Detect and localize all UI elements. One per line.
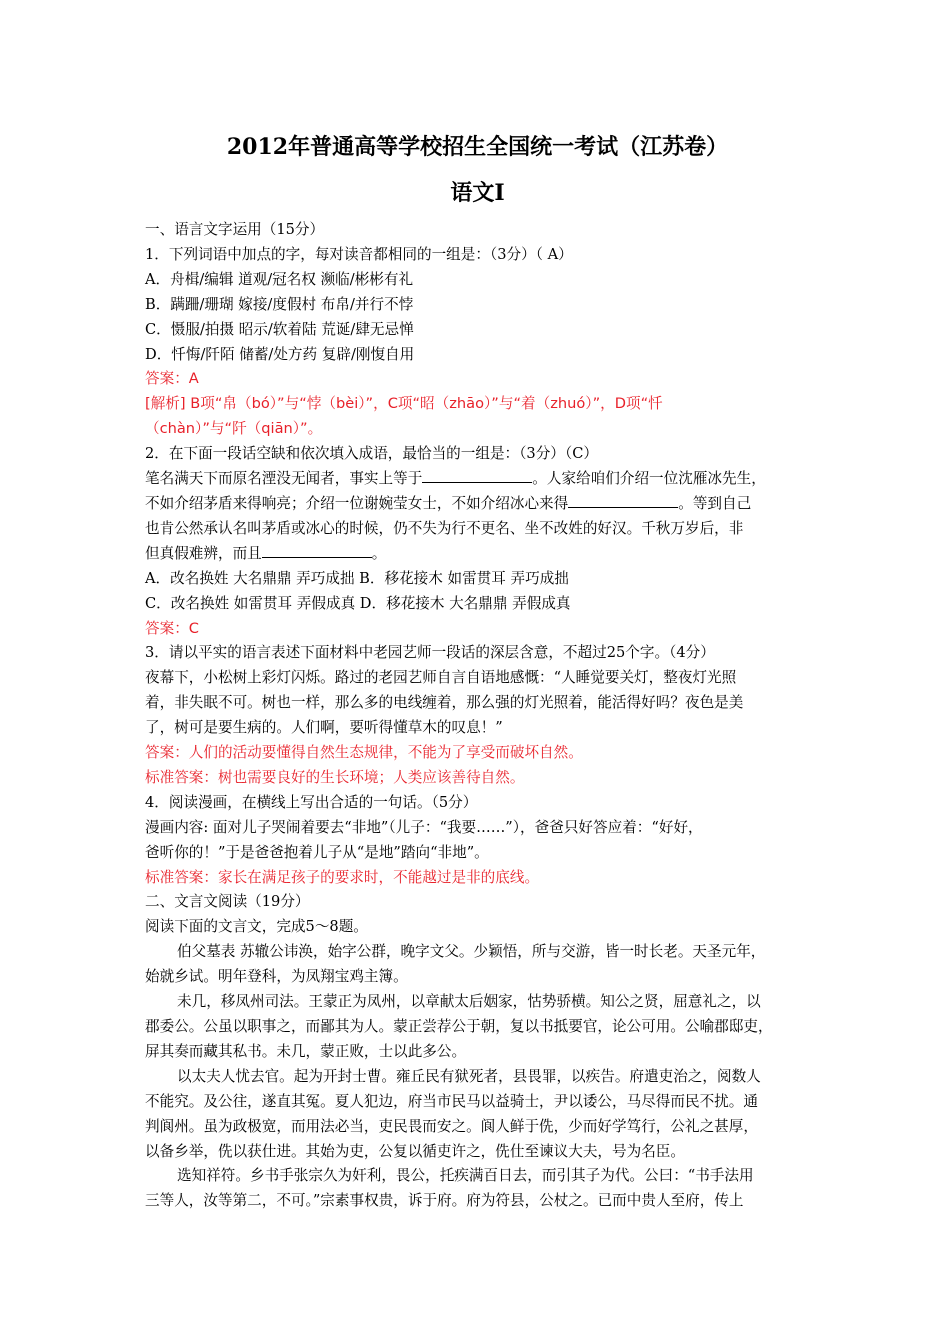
q4-standard-answer: 标准答案：家长在满足孩子的要求时，不能越过是非的底线。 xyxy=(145,868,540,886)
q2-options-line2: C．改名换姓 如雷贯耳 弄假成真 D．移花接木 大名鼎鼎 弄假成真 xyxy=(145,594,571,612)
section2-heading: 二、文言文阅读（19分） xyxy=(145,893,310,911)
q3-answer: 答案：人们的活动要懂得自然生态规律，不能为了享受而破坏自然。 xyxy=(145,744,583,762)
q4-stem: 4．阅读漫画，在横线上写出合适的一句话。（5分） xyxy=(145,793,478,811)
q4-passage-line1: 漫画内容: 面对儿子哭闹着要去“非地”（儿子：“我要……”），爸爸只好答应着：“好好， xyxy=(145,818,703,836)
classical-para3-line4: 以备乡举，侁以获仕进。其始为吏，公复以循吏许之，侁仕至谏议大夫，号为名臣。 xyxy=(145,1142,685,1160)
classical-para3-line1: 以太夫人忧去官。起为开封士曹。雍丘民有狱死者，县畏罪，以疾告。府遣吏治之，阅数人 xyxy=(177,1067,761,1085)
classical-para4-line1: 选知祥符。乡书手张宗久为奸利，畏公，托疾满百日去，而引其子为代。公曰：“书手法用 xyxy=(177,1167,754,1185)
q1-option-d: D．忏悔/阡陌 储蓄/处方药 复辟/刚愎自用 xyxy=(145,345,415,363)
classical-para2-line2: 郡委公。公虽以职事之，而鄙其为人。蒙正尝荐公于朝，复以书抵要官，论公可用。公喻郡邸吏， xyxy=(145,1018,773,1035)
q2-options-line1: A．改名换姓 大名鼎鼎 弄巧成拙 B．移花接木 如雷贯耳 弄巧成拙 xyxy=(145,569,569,587)
classical-para2-line3: 屏其奏而藏其私书。未几，蒙正败，士以此多公。 xyxy=(145,1042,467,1060)
q1-analysis-line1: [解析] B项“帛（bó）”与“悖（bèi）”，C项“昭（zhāo）”与“着（zhuó）”，D项“忏 xyxy=(145,395,663,413)
section1-heading: 一、语言文字运用（15分） xyxy=(145,221,325,238)
q2-passage-line2: 不如介绍茅盾来得响亮；介绍一位谢婉莹女士，不如介绍冰心来得 。等到自己 xyxy=(145,494,752,512)
classical-para1-line2: 始就乡试。明年登科，为凤翔宝鸡主簿。 xyxy=(145,968,408,986)
q1-option-a: A．舟楫/编辑 道观/冠名权 濒临/彬彬有礼 xyxy=(145,270,414,288)
q4-passage-line2: 爸听你的！”于是爸爸抱着儿子从“是地”踏向“非地”。 xyxy=(145,843,489,861)
q1-analysis-line2: （chàn）”与“阡（qiān）”。 xyxy=(145,420,323,438)
q1-option-b: B．蹒跚/珊瑚 嫁接/度假村 布帛/并行不悖 xyxy=(145,295,414,313)
q1-option-c: C．慑服/拍摄 昭示/软着陆 荒诞/肆无忌惮 xyxy=(145,320,414,338)
q3-passage-line1: 夜幕下，小松树上彩灯闪烁。路过的老园艺师自言自语地感慨：“人睡觉要关灯，整夜灯光照 xyxy=(145,669,737,687)
q3-standard-answer: 标准答案：树也需要良好的生长环境；人类应该善待自然。 xyxy=(145,768,525,786)
classical-para3-line3: 判阆州。虽为政极宽，而用法必当，吏民畏而安之。阆人鲜于侁，少而好学笃行，公礼之甚厚， xyxy=(145,1117,758,1135)
q3-stem: 3．请以平实的语言表述下面材料中老园艺师一段话的深层含意，不超过25个字。（4分） xyxy=(145,644,715,662)
q2-passage-line3: 也肯公然承认名叫茅盾或冰心的时候，仍不失为行不更名、坐不改姓的好汉。千秋万岁后，非 xyxy=(145,519,744,537)
classical-para3-line2: 不能究。及公往，遂直其冤。夏人犯边，府当市民马以益骑士，尹以诿公，马尽得而民不扰。通 xyxy=(145,1092,758,1110)
section2-intro: 阅读下面的文言文，完成5～8题。 xyxy=(145,918,368,936)
classical-para1-line1: 伯父墓表 苏辙公讳涣，始字公群，晚字文父。少颖悟，所与交游，皆一时长老。天圣元年， xyxy=(177,943,766,961)
classical-para4-line2: 三等人，汝等第二，不可。”宗素事权贵，诉于府。府为符县，公杖之。已而中贵人至府，传上 xyxy=(145,1192,744,1210)
q1-stem: 1．下列词语中加点的字，每对读音都相同的一组是：（3分）（ A） xyxy=(145,245,573,263)
q3-passage-line3: 了，树可是要生病的。人们啊，要听得懂草木的叹息！” xyxy=(145,719,503,737)
q2-passage-line4: 但真假难辨，而且 。 xyxy=(145,544,387,562)
q1-answer: 答案：A xyxy=(145,370,199,388)
fill-blank-1[interactable] xyxy=(422,468,532,483)
q2-answer: 答案：C xyxy=(145,619,199,637)
document-page xyxy=(145,130,810,1214)
q3-passage-line2: 着，非失眠不可。树也一样，那么多的电线缠着，那么强的灯光照着，能活得好吗？夜色是美 xyxy=(145,694,744,712)
fill-blank-2[interactable] xyxy=(568,493,678,508)
document-subtitle: 语文Ⅰ xyxy=(450,180,505,206)
q2-passage-line1: 笔名满天下而原名湮没无闻者，事实上等于 。人家给咱们介绍一位沈雁冰先生， xyxy=(145,470,766,488)
fill-blank-3[interactable] xyxy=(262,543,372,558)
document-title: 2012年普通高等学校招生全国统一考试（江苏卷） xyxy=(226,134,729,160)
q2-stem: 2．在下面一段话空缺和依次填入成语，最恰当的一组是：（3分）（C） xyxy=(145,445,598,463)
classical-para2-line1: 未几，移凤州司法。王蒙正为凤州，以章献太后姻家，怙势骄横。知公之贤，屈意礼之，以 xyxy=(177,993,761,1011)
